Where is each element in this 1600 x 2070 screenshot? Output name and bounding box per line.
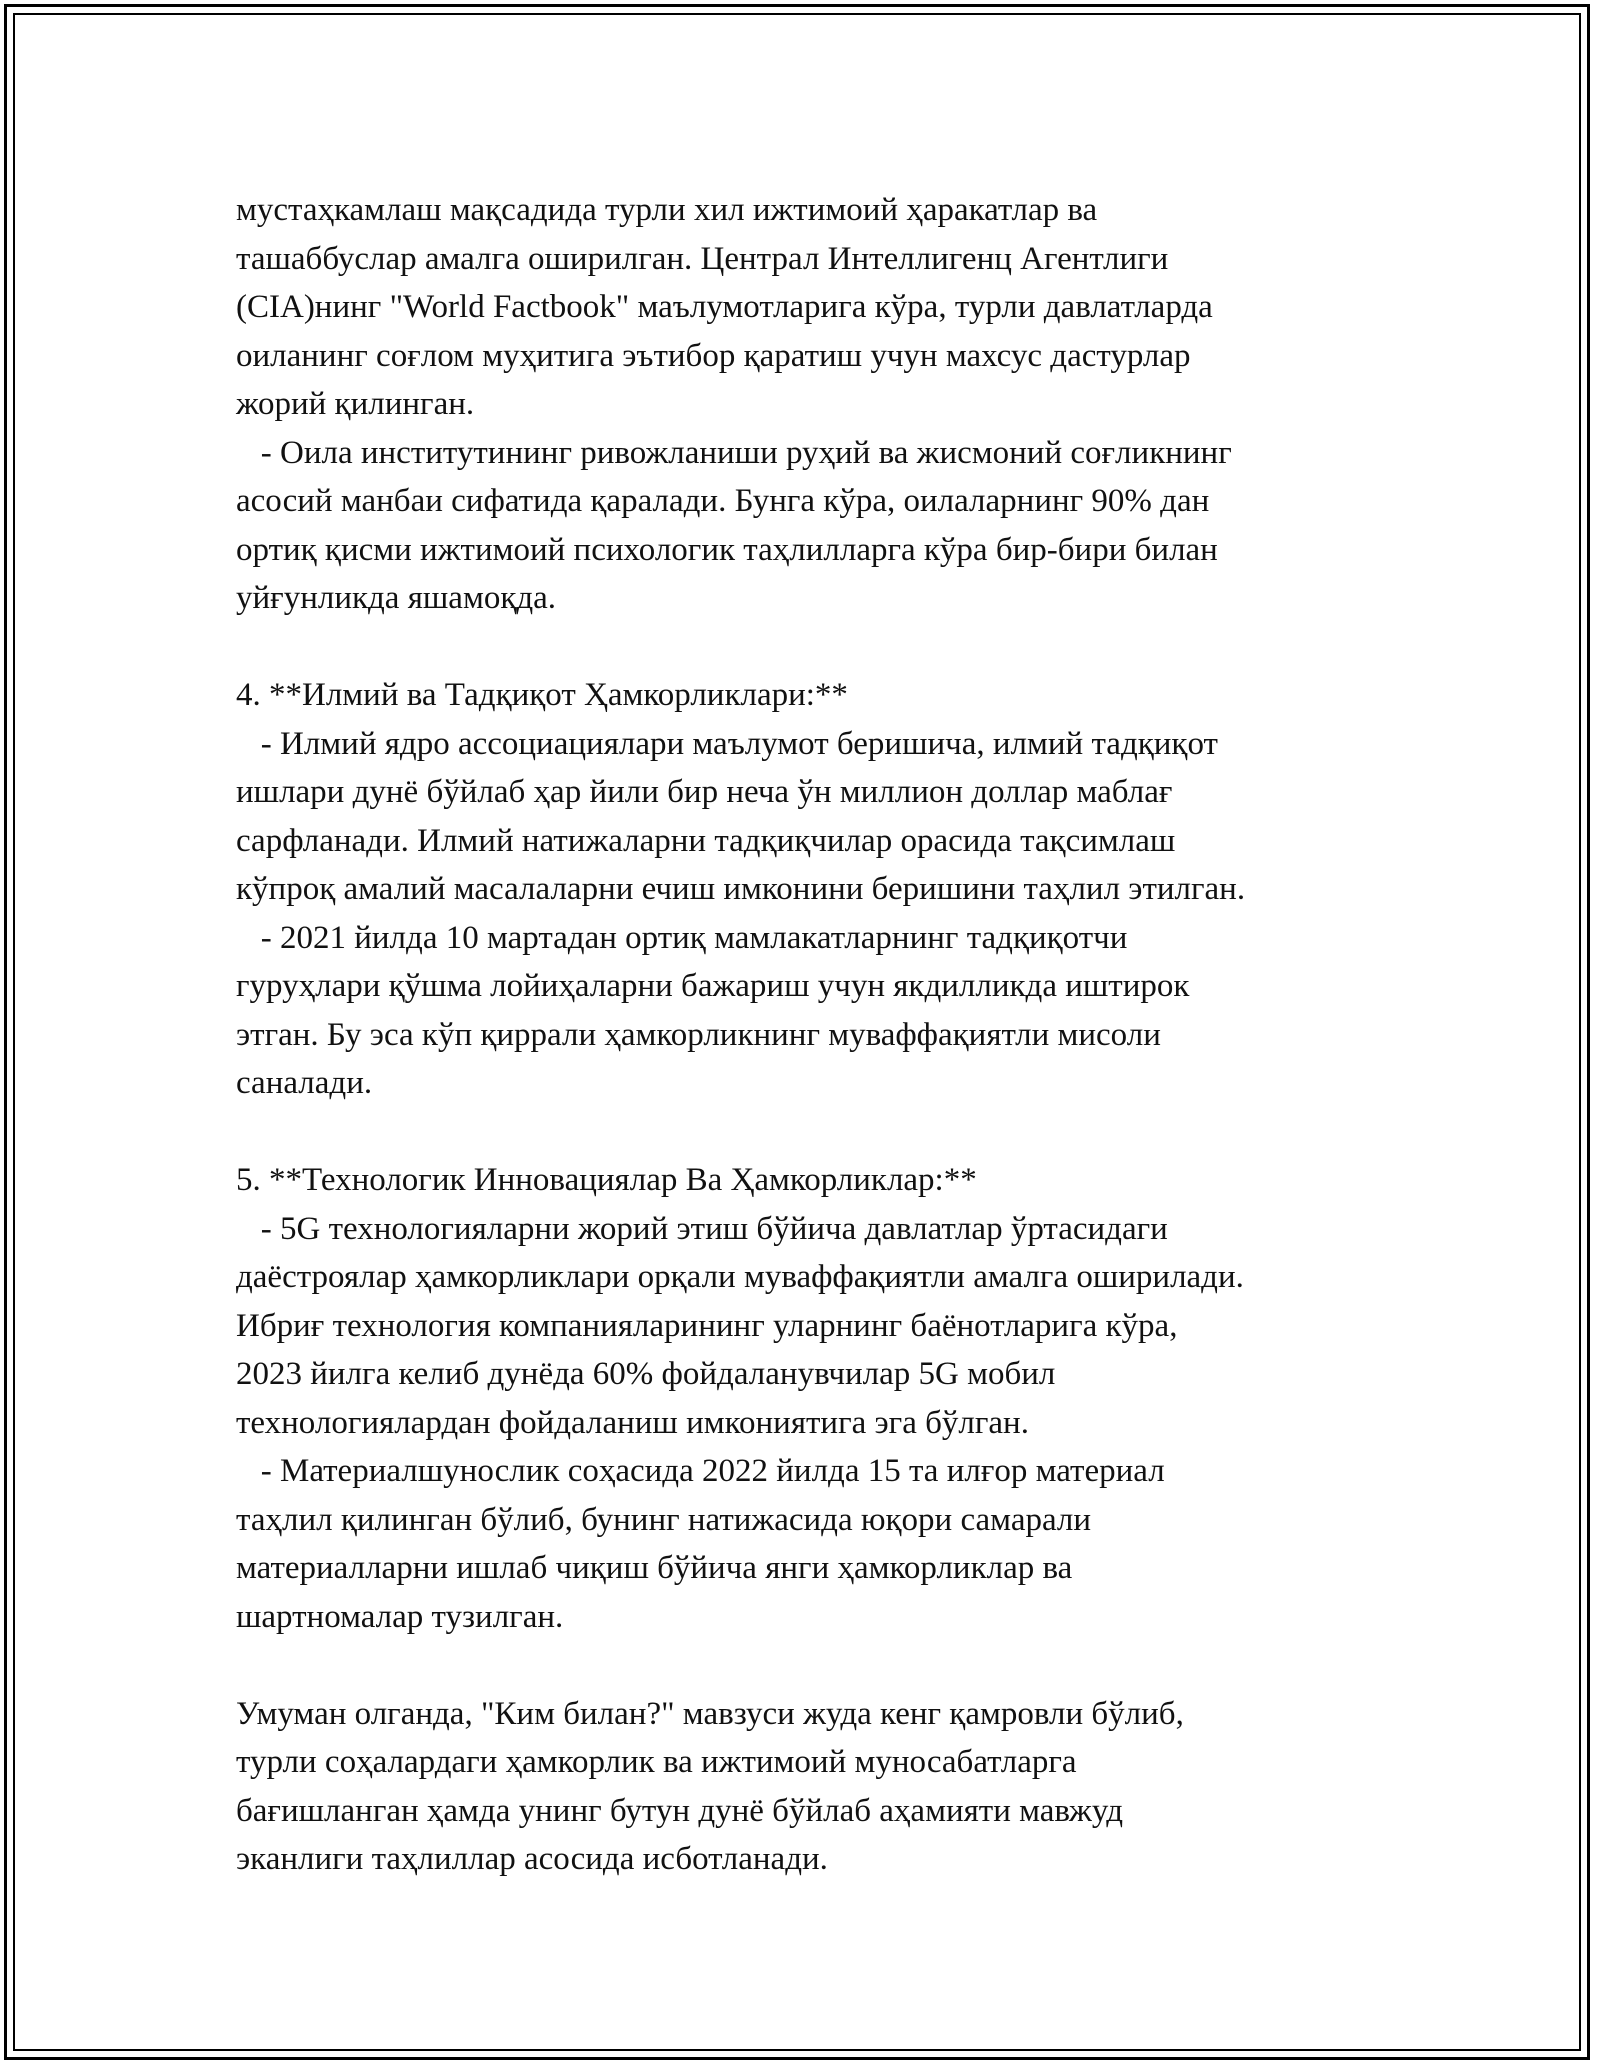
text-line: уйғунликда яшамоқда. (236, 580, 557, 616)
section-heading (236, 1156, 1406, 1205)
text-line: - Илмий ядро ассоциациялари маълумот беришича, илмий тадқиқот (236, 725, 1218, 762)
text-line: турли соҳалардаги ҳамкорлик ва ижтимоий муносабатларга (236, 1744, 1077, 1780)
paragraph (236, 429, 1406, 623)
text-line: Ибриғ технология компанияларининг уларнинг баёнотларига кўра, (236, 1307, 1178, 1344)
text-line: таҳлил қилинган бўлиб, бунинг натижасида юқори самарали (236, 1501, 1092, 1538)
text-line: кўпроқ амалий масалаларни ечиш имконини беришини таҳлил этилган. (236, 871, 1246, 907)
text-line: асосий манбаи сифатида қаралади. Бунга кўра, оилаларнинг 90% дан (236, 483, 1210, 519)
text-line: материалларни ишлаб чиқиш бўйича янги ҳамкорликлар ва (236, 1550, 1073, 1586)
text-line: шартномалар тузилган. (236, 1598, 564, 1635)
paragraph (236, 720, 1406, 914)
text-line: саналади. (236, 1065, 373, 1101)
document-body (236, 186, 1406, 1884)
text-line: даёстроялар ҳамкорликлари орқали муваффақиятли амалга оширилади. (236, 1259, 1244, 1295)
text-line: ишлари дунё бўйлаб ҳар йили бир неча ўн миллион доллар маблағ (236, 774, 1173, 810)
text-line: (CIA)нинг "World Factbook" маълумотларига кўра, турли давлатларда (236, 289, 1213, 325)
text-line: эканлиги таҳлиллар асосида исботланади. (236, 1841, 828, 1877)
paragraph-spacer (236, 1641, 1406, 1690)
text-line: ташаббуслар амалга оширилган. Централ Интеллигенц Агентлиги (236, 240, 1169, 277)
paragraph-spacer (236, 623, 1406, 672)
text-line: - Материалшунослик соҳасида 2022 йилда 15 та илғор материал (236, 1453, 1165, 1489)
paragraph (236, 1690, 1406, 1884)
text-line: сарфланади. Илмий натижаларни тадқиқчилар орасида тақсимлаш (236, 822, 1176, 859)
section-heading (236, 671, 1406, 720)
text-line: жорий қилинган. (236, 386, 475, 422)
text-line: 5. **Технологик Инновациялар Ва Ҳамкорликлар:** (236, 1162, 977, 1198)
paragraph (236, 186, 1406, 429)
text-line: - 5G технологияларни жорий этиш бўйича давлатлар ўртасидаги (236, 1210, 1168, 1247)
paragraph (236, 914, 1406, 1108)
text-line: оиланинг соғлом муҳитига эътибор қаратиш учун махсус дастурлар (236, 337, 1191, 374)
text-line: этган. Бу эса кўп қиррали ҳамкорликнинг муваффақиятли мисоли (236, 1016, 1161, 1053)
text-line: гуруҳлари қўшма лойиҳаларни бажариш учун якдилликда иштирок (236, 968, 1190, 1004)
paragraph-spacer (236, 1108, 1406, 1157)
text-line: Умуман олганда, "Ким билан?" мавзуси жуда кенг қамровли бўлиб, (236, 1695, 1184, 1732)
text-line: бағишланган ҳамда унинг бутун дунё бўйлаб аҳамияти мавжуд (236, 1792, 1124, 1829)
paragraph (236, 1205, 1406, 1448)
text-line: - Оила институтининг ривожланиши руҳий ва жисмоний соғликнинг (236, 434, 1232, 471)
paragraph (236, 1447, 1406, 1641)
text-line: 2023 йилга келиб дунёда 60% фойдаланувчилар 5G мобил (236, 1356, 1056, 1392)
text-line: - 2021 йилда 10 мартадан ортиқ мамлакатларнинг тадқиқотчи (236, 919, 1128, 956)
text-line: мустаҳкамлаш мақсадида турли хил ижтимоий ҳаракатлар ва (236, 192, 1098, 228)
text-line: 4. **Илмий ва Тадқиқот Ҳамкорликлари:** (236, 677, 848, 713)
text-line: технологиялардан фойдаланиш имкониятига эга бўлган. (236, 1404, 1029, 1441)
text-line: ортиқ қисми ижтимоий психологик таҳлилларга кўра бир-бири билан (236, 531, 1218, 568)
